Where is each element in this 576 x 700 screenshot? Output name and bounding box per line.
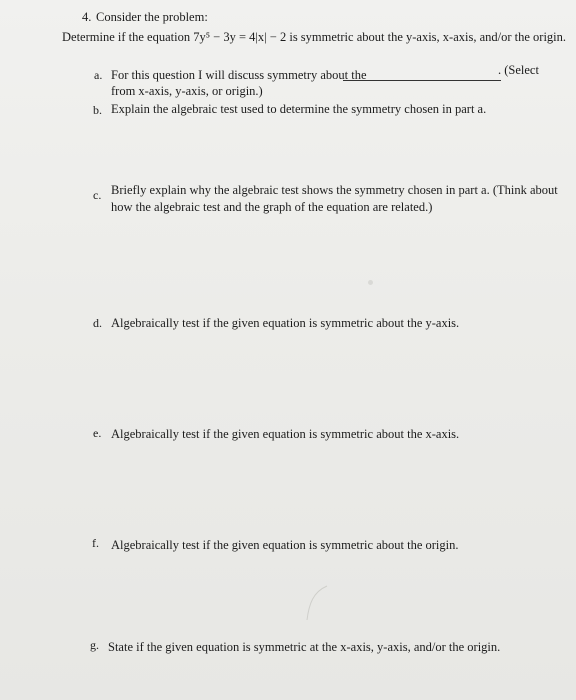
paper-mark bbox=[368, 280, 373, 285]
part-c-line2: how the algebraic test and the graph of the equation are related.) bbox=[111, 200, 433, 214]
part-b-letter: b. bbox=[93, 103, 102, 117]
part-e-letter: e. bbox=[93, 426, 102, 440]
part-a-answer-blank[interactable] bbox=[343, 80, 501, 81]
problem-statement bbox=[62, 30, 566, 45]
part-g-letter: g. bbox=[90, 638, 99, 652]
part-c-letter: c. bbox=[93, 188, 102, 202]
part-b-line1: Explain the algebraic test used to determine the symmetry chosen in part a. bbox=[111, 102, 487, 116]
problem-heading: Consider the problem: bbox=[96, 10, 208, 24]
part-a-letter: a. bbox=[94, 68, 103, 82]
part-c-line1: Briefly explain why the algebraic test shows the symmetry chosen in part a. (Think about bbox=[111, 183, 558, 197]
part-f-letter: f. bbox=[92, 536, 99, 550]
equation: 7y⁵ − 3y = 4|x| − 2 bbox=[193, 30, 287, 44]
part-f-line1: Algebraically test if the given equation is symmetric about the origin. bbox=[111, 538, 459, 552]
part-e-line1: Algebraically test if the given equation is symmetric about the x-axis. bbox=[111, 427, 460, 441]
part-a-line1-suffix: . (Select bbox=[498, 63, 539, 77]
part-a-line1-prefix: For this question I will discuss symmetry about the bbox=[111, 68, 367, 82]
statement-prefix: Determine if the equation bbox=[62, 30, 194, 44]
statement-suffix: is symmetric about the y-axis, x-axis, and/or the origin. bbox=[286, 30, 567, 44]
part-a-line2: from x-axis, y-axis, or origin.) bbox=[111, 84, 263, 98]
part-d-line1: Algebraically test if the given equation is symmetric about the y-axis. bbox=[111, 316, 460, 330]
pencil-mark bbox=[303, 582, 333, 622]
problem-number: 4. bbox=[82, 10, 92, 24]
part-g-line1: State if the given equation is symmetric at the x-axis, y-axis, and/or the origin. bbox=[108, 640, 501, 654]
part-d-letter: d. bbox=[93, 316, 102, 330]
